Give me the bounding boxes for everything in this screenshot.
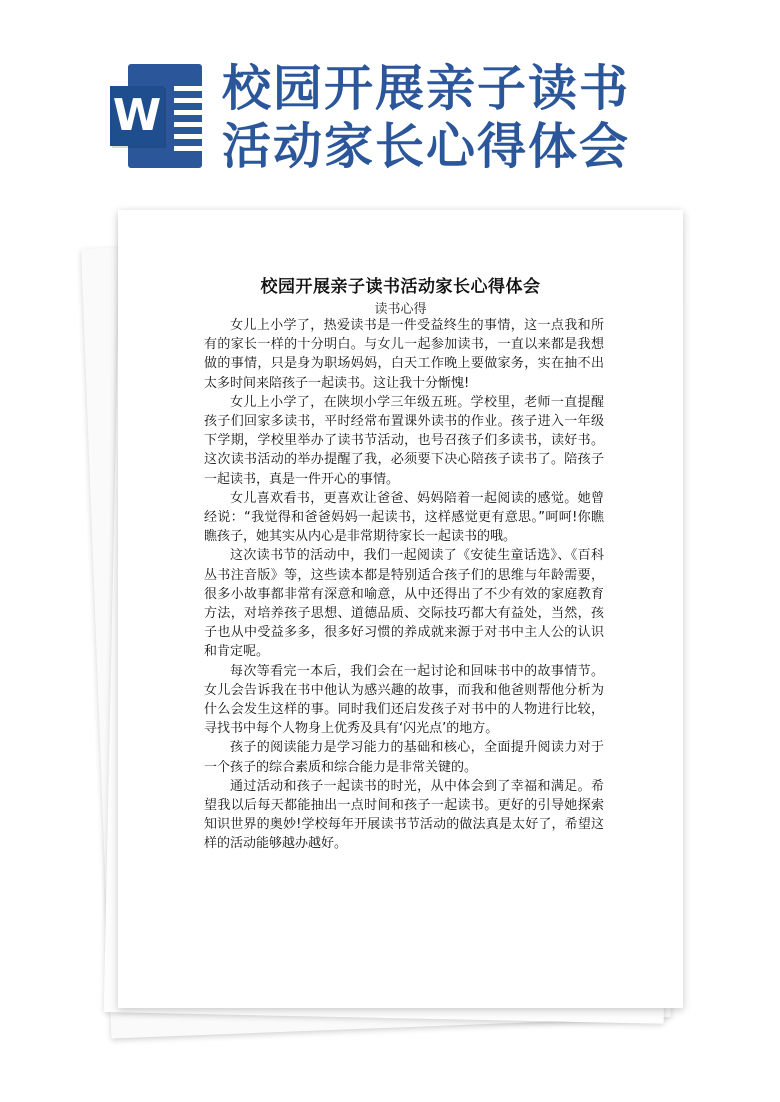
paragraph-2: 女儿上小学了，在陕坝小学三年级五班。学校里，老师一直提醒孩子们回家多读书，平时经常布置课外读书的作业。孩子进入一年级下学期，学校里举办了读书节活动，也号召孩子们多读书，读好书。这次读书活动的举办提醒了我，必须要下决心陪孩子读书了。陪孩子一起读书，真是一件开心的事情。 <box>204 394 604 487</box>
doc-line <box>174 98 212 103</box>
paragraph-5: 每次等看完一本后，我们会在一起讨论和回味书中的故事情节。女儿会告诉我在书中他认为感兴趣的故事，而我和他爸则帮他分析为什么会发生这样的事。同时我们还启发孩子对书中的人物进行比较，寻找书中每个人物身上优秀及具有‘闪光点’的地方。 <box>204 663 604 737</box>
header-banner <box>0 0 780 200</box>
paragraph-7: 通过活动和孩子一起读书的时光，从中体会到了幸福和满足。希望我以后每天都能抽出一点时间和孩子一起读书。更好的引导她探索知识世界的奥妙!学校每年开展读书节活动的做法真是太好了，希望这样的活动能够越办越好。 <box>204 778 604 852</box>
doc-line <box>174 134 212 139</box>
word-document-icon <box>110 64 202 168</box>
doc-line <box>174 146 212 151</box>
document-title: 校园开展亲子读书活动家长心得体会 <box>260 277 541 297</box>
document-page <box>118 210 683 1008</box>
paragraph-6: 孩子的阅读能力是学习能力的基础和核心，全面提升阅读力对于一个孩子的综合素质和综合能力是非常关键的。 <box>204 740 604 775</box>
header-title-line1: 校园开展亲子读书 <box>222 60 631 117</box>
paragraph-1: 女儿上小学了，热爱读书是一件受益终生的事情，这一点我和所有的家长一样的十分明白。与女儿一起参加读书，一直以来都是我想做的事情，只是身为职场妈妈，白天工作晚上要做家务，实在抽不出太多时间来陪孩子一起读书。这让我十分惭愧! <box>204 318 604 391</box>
paragraph-4: 这次读书节的活动中，我们一起阅读了《安徒生童话选》、《百科丛书注音版》等，这些读本都是特别适合孩子们的思维与年龄需要，很多小故事都非常有深意和喻意，从中还得出了不少有效的家庭教育方法，对培养孩子思想、道德品质、交际技巧都大有益处，当然，孩子也从中受益多多，很多好习惯的养成就来源于对书中主人公的认识和肯定呢。 <box>204 548 604 660</box>
document-subtitle: 读书心得 <box>374 302 427 317</box>
header-title <box>222 60 742 176</box>
document-body <box>204 316 604 854</box>
paragraph-3: 女儿喜欢看书，更喜欢让爸爸、妈妈陪着一起阅读的感觉。她曾经说：“我觉得和爸爸妈妈一起读书，这样感觉更有意思。”呵呵!你瞧瞧孩子，她其实从内心是非常期待家长一起读书的哦。 <box>204 490 604 545</box>
doc-line <box>174 86 212 91</box>
word-w-badge: W <box>110 86 164 146</box>
doc-line <box>174 110 212 115</box>
doc-line <box>174 122 212 127</box>
header-title-line2: 活动家长心得体会 <box>222 118 631 175</box>
